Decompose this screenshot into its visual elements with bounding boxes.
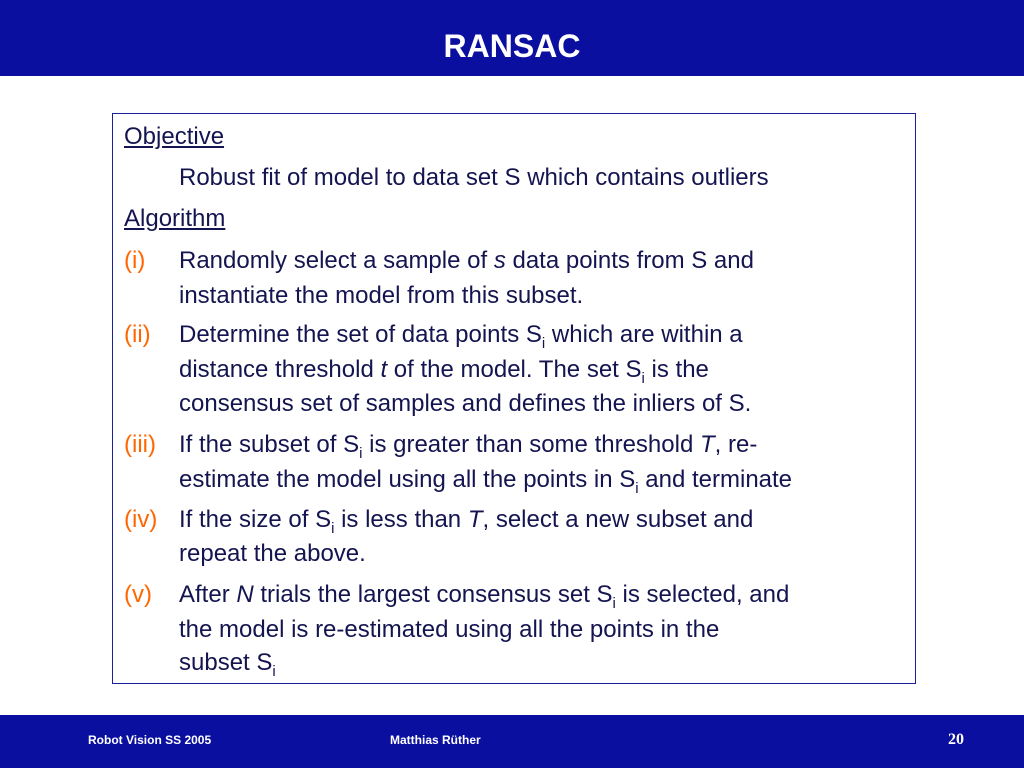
slide-title: RANSAC [443,28,581,64]
step-number: (v) [124,581,152,608]
step-text-line: After N trials the largest consensus set $S_i$ is selected, and [179,581,790,612]
step-text-line: distance threshold t of the model. The set $S_i$ is the [179,356,709,387]
step-text-line: If the subset of $S_i$ is greater than some threshold T, re- [179,431,758,462]
footer-course: Robot Vision SS 2005 [88,733,212,747]
algorithm-heading: Algorithm [124,205,226,232]
step-text-line: the model is re-estimated using all the points in the [179,616,720,643]
objective-heading: Objective [124,123,225,150]
step-number: (iii) [124,431,156,458]
step-text-line: If the size of $S_i$ is less than T, select a new subset and [179,506,754,537]
objective-text: Robust fit of model to data set S which contains outliers [179,164,769,191]
step-text-line: Determine the set of data points $S_i$ which are within a [179,321,743,352]
step-text-line: instantiate the model from this subset. [179,282,584,309]
step-text-line: consensus set of samples and defines the inliers of S. [179,390,752,417]
step-text-line: repeat the above. [179,540,366,567]
step-number: (ii) [124,321,151,348]
step-text-line: subset $S_i$ [179,649,276,680]
step-number: (iv) [124,506,158,533]
step-text-line: Randomly select a sample of s data points from S and [179,247,754,274]
step-text-line: estimate the model using all the points in $S_i$ and terminate [179,466,793,497]
footer-author: Matthias Rüther [390,733,481,747]
step-number: (i) [124,247,146,274]
page-number: 20 [948,731,964,748]
